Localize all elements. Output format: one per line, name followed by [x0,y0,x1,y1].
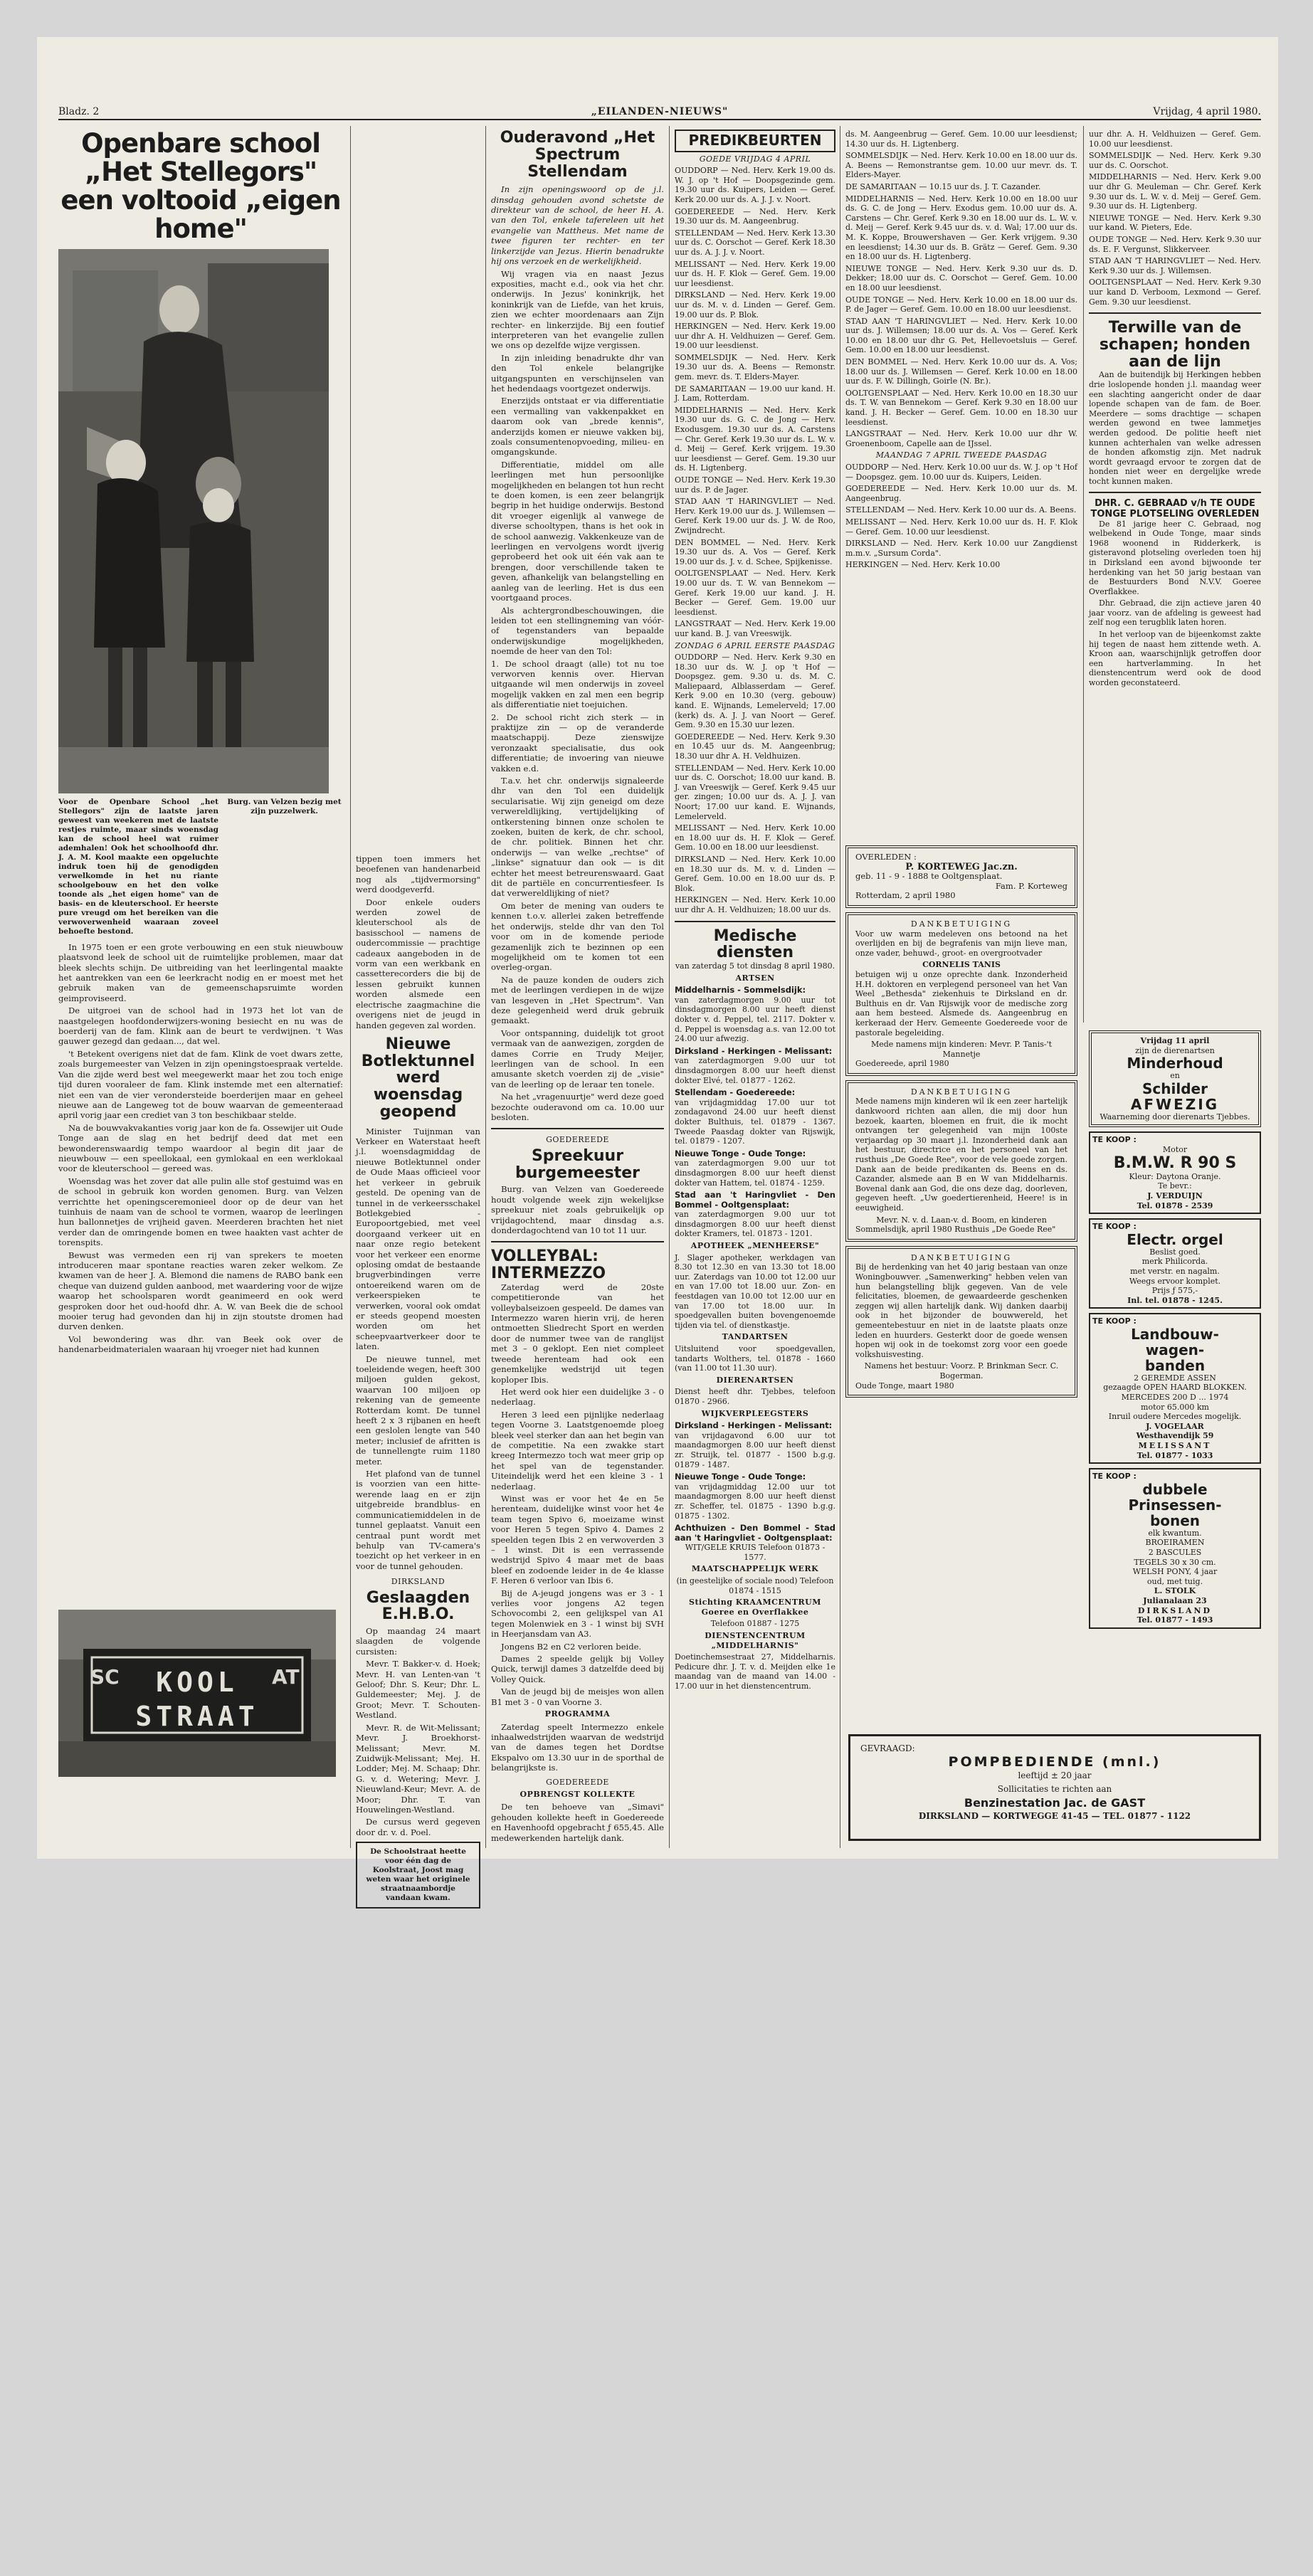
apotheek-head: APOTHEEK „MENHEERSE" [690,1241,820,1251]
paragraph: 1. De school draagt (alle) tot nu toe verworven kennis over. Hiervan uitgaande wil men onderwijs in zoveel mogelijk vakken en zal men een begrip als differentiatie niet toejuichen. [491,658,664,710]
kraam-head: Stichting KRAAMCENTRUM Goeree en Overflakkee [689,1598,821,1617]
dank-place: Sommelsdijk, april 1980 Rusthuis „De Goede Ree" [855,1225,1056,1235]
service-item: STELLENDAM — Ned. Herv. Kerk 13.30 uur ds. C. Oorschot — Geref. Kerk 18.30 uur ds. A. J. J. v. Noort. [675,228,835,257]
gevraagd-sollicitatie: Sollicitaties te richten aan [997,1784,1112,1794]
ad-line: Tel. 01878 - 2539 [1137,1200,1213,1210]
minder-en: en [1170,1071,1180,1081]
ad-line: banden [1144,1356,1206,1374]
paragraph: Jongens B2 en C2 verloren beide. [501,1641,642,1652]
ad-line: L. STOLK [1154,1586,1196,1596]
paragraph: Om beter de mening van ouders te kennen t.o.v. allerlei zaken betreffende het onderwijs, stelde dhr van den Tol voor om in de komende periode gezamenlijk zich te bezinnen op een mogelijkheid om te komen tot een overleg-organ. [491,900,664,973]
ad-overleden [845,845,1077,908]
paragraph: Zaterdag speelt Intermezzo enkele inhaalwedstrijden waarvan de wedstrijd van de dames tegen het Dordtse Ekspalvo om 13.30 uur in de sporthal de belangrijkste is. [491,1721,664,1773]
wijk-item-head: Dirksland - Herkingen - Melissant: [675,1420,833,1431]
ad-dankbetuiging-tanis [845,912,1077,1076]
ad-line: Prinsessen- [1128,1496,1222,1514]
overleden-born: geb. 11 - 9 - 1888 te Ooltgensplaat. [855,871,1003,882]
paragraph: Mevr. R. de Wit-Melissant; Mevr. J. Broekhorst-Melissant; Mevr. M. Zuidwijk-Melissant; Mej. H. Lodder; Mej. M. Schaap; Dhr. G. v. d. Wetering; Mevr. J. Nieuwland-Keur; Mevr. A. de Moor; Dhr. T. van Houwelingen-Westland. [356,1722,480,1815]
minder-name: Minderhoud [1127,1055,1223,1072]
wijk-item-head: Achthuizen - Den Bommel - Stad aan 't Haringvliet - Ooltgensplaat: [675,1523,835,1543]
service-item: MIDDELHARNIS — Ned. Herv. Kerk 9.00 uur dhr G. Meuleman — Chr. Geref. Kerk 9.30 uur ds. L. W. v. d. Meij — Geref. Gem. 9.30 uur ds. H. Ligtenberg. [1089,172,1261,211]
service-item: LANGSTRAAT — Ned. Herv. Kerk 19.00 uur kand. B. J. van Vreeswijk. [675,619,835,638]
service-item: OOLTGENSPLAAT — Ned. Herv. Kerk 19.00 uur ds. T. W. van Bennekom — Geref. Kerk 19.00 uur kand. J. H. Becker — Geref. Gem. 19.00 uur leesdienst. [675,569,835,617]
med-item-text: van vrijdagmiddag 17.00 uur tot zondagavond 24.00 uur heeft dienst dokter Bulthuis, tel. 01879 - 1367. Tweede Paasdag dokter van Rijswijk, tel. 01879 - 1207. [675,1097,835,1146]
service-item: STAD AAN 'T HARINGVLIET — Ned. Herv. Kerk 10.00 uur ds. J. Willemsen; 18.00 uur ds. A. Vos — Geref. Kerk 10.00 en 18.00 uur dhr G. Pet, Hellevoetsluis — Geref. Gem. 10.00 en 18.00 uur leesdienst. [845,316,1077,355]
photo-school-children [58,249,329,793]
services-cont [845,130,1077,841]
overleden-family: Fam. P. Korteweg [995,880,1067,891]
ad-line: oud, met tuig. [1146,1576,1203,1586]
service-item: HERKINGEN — Ned. Herv. Kerk 10.00 uur dhr A. H. Veldhuizen; 18.00 uur ds. [675,895,835,914]
paragraph: Het werd ook hier een duidelijke 3 - 0 nederlaag. [491,1386,664,1408]
obr-head: OPBRENGST KOLLEKTE [520,1789,636,1799]
col6 [1089,130,1261,1019]
ad-line: wagen- [1145,1341,1205,1358]
paragraph: De 81 jarige heer C. Gebraad, nog welbekend in Oude Tonge, maar sinds 1968 woonend in Ridderkerk, is gisteravond plotseling overleden toen hij in Dirksland een avond bijwoonde ter herdenking van het 50 jarig bestaan van de Bestuurders Bond N.V.V. Goeree Overflakkee. [1089,519,1261,596]
dank-head: DANKBETUIGING [910,1087,1013,1097]
dank-head: DANKBETUIGING [910,1252,1013,1262]
caption-burgemeester: Burg. van Velzen bezig met zijn puzzelwerk. [227,797,342,815]
divider [491,1241,664,1242]
dank-name: CORNELIS TANIS [922,960,1001,970]
ad-line: MERCEDES 200 D ... 1974 [1121,1393,1229,1403]
ad-line: 2 GEREMDE ASSEN [1134,1373,1216,1383]
service-item: DE SAMARITAAN — 10.15 uur ds. J. T. Cazander. [845,181,1041,191]
ad-line: Tel. 01877 - 1033 [1137,1450,1213,1460]
paragraph: Na het „vragenuurtje" werd deze goed bezochte ouderavond om ca. 10.00 uur besloten. [491,1092,664,1122]
dank-text: Mede namens mijn kinderen wil ik een zeer hartelijk dankwoord richten aan allen, die mij door hun bezoek, kaarten, bloemen en fruit, die ik mocht ontvangen ter gelegenheid van mijn 100ste verjaardag op 30 maart j.l. Inzonderheid dank aan het bestuur, directrice en het personeel van het rusthuis „De Goede Ree", voor de vele goede zorgen. Dank aan de beide predikanten ds. Beens en ds. Cazander, alsmede aan B en W van Middelharnis. Bovenal dank aan God, die ons deze dag, doorleven, gegeven heeft. „Uw goedertierenheid, Heere! is in eeuwigheid. [855,1097,1067,1213]
service-item: DIRKSLAND — Ned. Herv. Kerk 10.00 en 18.30 uur ds. M. v. d. Linden — Geref. Gem. 10.00 en 18.00 uur ds. P. Blok. [675,854,835,893]
service-item: MELISSANT — Ned. Herv. Kerk 19.00 uur ds. H. F. Klok — Geref. Gem. 19.00 uur leesdienst. [675,259,835,288]
service-item: MIDDELHARNIS — Ned. Herv. Kerk 10.00 en 18.00 uur ds. G. C. de Jong — Herv. Exodus gem. 10.00 uur ds. A. Carstens — Chr. Geref. Kerk 9.30 en 18.00 uur ds. L. W. v. d. Meij — Geref. Kerk 9.45 uur ds. v. d. Wal; 17.00 uur ds. M. K. Koppe, Brouwershaven — Ger. Kerk vrijgem. 9.30 en leesdienst; 14.30 uur ds. B. Grätz — Geref. Gem. 9.30 en 18.00 uur ds. H. Ligtenberg. [845,194,1077,262]
ad-line: met verstr. en nagalm. [1130,1266,1220,1276]
column-rule [485,126,486,1848]
service-item: OOLTGENSPLAAT — Ned. Herv. Kerk 9.30 uur kand D. Verboom, Lexmond — Geref. Gem. 9.30 uur leesdienst. [1089,278,1261,307]
headline-botlektunnel: Nieuwe Botlektunnel werd woensdag geopend [361,1035,475,1121]
service-item: DIRKSLAND — Ned. Herv. Kerk 10.00 uur Zangdienst m.m.v. „Sursum Corda". [845,539,1077,558]
paragraph: tippen toen immers het beoefenen van handenarbeid nog als „tijdvermorsing" werd doodgeverfd. [356,854,480,895]
service-item: DIRKSLAND — Ned. Herv. Kerk 19.00 uur ds. M. v. d. Linden — Geref. Gem. 19.00 uur ds. P. Blok. [675,290,835,320]
headline-medische-diensten: Medische diensten [713,927,797,962]
service-item: STELLENDAM — Ned. Herv. Kerk 10.00 uur ds. C. Oorschot; 18.00 uur kand. B. J. van Vreeswijk — Geref. Kerk 9.45 uur ger. zingen; 10.00 uur ds. A. J. J. van Noort; 17.00 uur kand. E. Wijnands, Lemelerveld. [675,763,835,821]
med-sub: van zaterdag 5 tot dinsdag 8 april 1980. [675,961,835,971]
service-item: DE SAMARITAAN — 19.00 uur kand. H. J. Lam, Rotterdam. [675,384,835,403]
service-item: OOLTGENSPLAAT — Ned. Herv. Kerk 10.00 en 18.30 uur ds. T. W. van Bennekom — Geref. Kerk 9.30 en 18.00 uur kand. J. H. Becker — Geref. Gem. 10.00 en 18.30 uur leesdienst. [845,388,1077,427]
service-item: OUDE TONGE — Ned. Herv. Kerk 10.00 en 18.00 uur ds. P. de Jager — Geref. Gem. 10.00 en 18.00 uur leesdienst. [845,295,1077,315]
tandartsen-head: TANDARTSEN [722,1332,789,1342]
ad-line: gezaagde OPEN HAARD BLOKKEN. [1103,1383,1247,1393]
paragraph: De ten behoeve van „Simavi" gehouden kollekte heeft in Goedereede en Havenhoofd opgebracht ƒ 655,45. Alle medewerkenden hartelijk dank. [491,1802,664,1843]
article-stellegors [58,130,343,1852]
dank-head: DANKBETUIGING [910,919,1013,929]
service-item: OUDE TONGE — Ned. Herv. Kerk 19.30 uur ds. P. de Jager. [675,475,835,495]
service-item: OUDDORP — Ned. Herv. Kerk 10.00 uur ds. W. J. op 't Hof — Doopsgez. gem. 10.00 uur ds. Kuipers, Leiden. [845,463,1077,482]
paragraph: Wij vragen via en naast Jezus exposities, macht e.d., ook via het chr. onderwijs. In Jezus' koninkrijk, het koninkrijk van de Liefde, van het kruis, zien we echter moordenaars aan Zijn rechter- en linkerzijde. Bij een foutief interpreteren van het evangelie zullen we ons op dezelfde wijze vergissen. [491,268,664,351]
paragraph: T.a.v. het chr. onderwijs signaleerde dhr van den Tol een duidelijk secularisatie. Wij zijn geneigd om deze verwereldlijking, vertijdelijking of ontkerstening binnen onze scholen te zoeken, buiten de kerk, de chr. school, de chr. politiek. Binnen het chr. onderwijs — van welke „rechtse" of „linkse" signatuur dan ook — is dit echter het meest betreurenswaard. Gaat dit de partiële en concurrentiesfeer. Is dat verwereldlijking of niet? [491,776,664,899]
paragraph: Winst was er voor het 4e en 5e herenteam, duidelijke winst voor het 4e team tegen Spivo 6, moeizame winst voor Heren 5 tegen Spivo 4. Dames 2 speelden tegen Ibis 2 en verwoverden 3 – 1 winst. Dit is een verrassende wedstrijd Spivo 4 maar met de baas bleef en zodoende leider in de 4e klasse F. Heren 6 verloor van Ibis 6. [491,1493,664,1586]
med-item-head: Stellendam - Goedereede: [675,1087,796,1098]
paragraph: Na de pauze konden de ouders zich met de leerlingen verdiepen in de wijze van lesgeven in „Het Spectrum". Van deze gelegenheid werd druk gebruik gemaakt. [491,974,664,1026]
minder-line: Vrijdag 11 april [1140,1036,1210,1045]
med-item-head: Stad aan 't Haringvliet - Den Bommel - Ooltgensplaat: [675,1190,835,1210]
paragraph: Bij de A-jeugd jongens was er 3 - 1 verlies voor jongens A2 tegen Schovocombi 2, een gelijkspel van A1 tegen Molenwiek en 3 - 1 winst bij SVH in Heerjansdam van A3. [491,1588,664,1640]
wijk-item-text: van vrijdagmiddag 12.00 uur tot maandagmorgen 8.00 uur heeft dienst zr. Scheffer, tel. 01875 - 1390 b.g.g. 01875 - 1302. [675,1482,835,1521]
paragraph: Dhr. Gebraad, die zijn actieve jaren 40 jaar voorz. van de afdeling is geweest had zelf nog een terugblik laten horen. [1089,598,1261,628]
headline-spreekuur: Spreekuur burgemeester [515,1146,640,1182]
paragraph: De nieuwe tunnel, met toeleidende wegen, heeft 300 miljoen gulden gekost, waarvan 100 miljoen op rekening van de gemeente Rotterdam komt. De tunnel heeft 2 x 3 rijbanen en heeft een geslolen lengte van 540 meter; inclusief de afritten is de tunnellengte ruim 1180 meter. [356,1353,480,1467]
ad-line: motor 65.000 km [1141,1402,1209,1412]
ad-line: BROEIRAMEN [1145,1538,1205,1548]
te-koop-label: TE KOOP : [1092,1472,1137,1482]
service-item: OUDDORP — Ned. Herv. Kerk 9.30 en 18.30 uur ds. W. J. op 't Hof — Doopsgez. gem. 9.30 u. ds. M. C. Maliepaard, Alblasserdam — Geref. Kerk 9.00 en 10.30 (verg. gebouw) kand. E. Wijnands, Lemelerveld; 17.00 (kerk) ds. A. J. J. van Noort — Geref. Gem. 9.30 en 15.30 uur lezen. [675,653,835,730]
paragraph: De cursus werd gegeven door dr. v. d. Poel. [356,1817,480,1837]
med-item-text: van zaterdagmorgen 9.00 uur tot dinsdagmorgen 8.00 uur heeft dienst dokter van Hattem, tel. 01874 - 1259. [675,1158,835,1188]
ad-line: Beslist goed. [1149,1247,1201,1257]
paragraph: In 1975 toen er een grote verbouwing en een stuk nieuwbouw plaatsvond leek de school uit de ruimtelijke problemen, maar dat bleek slechts schijn. De uitbreiding van het leerlingental maakte het aantrekken van een 6e leerkracht nodig en er moest met het gebruik maken van de gemeenschapsruimte worden geimproviseerd. [58,941,343,1003]
med-item-text: van zaterdagmorgen 9.00 uur tot dinsdagmorgen 8.00 uur heeft dienst dokter Elvé, tel. 01877 - 1262. [675,1056,835,1085]
column-rule [350,126,351,1848]
overleden-name: P. KORTEWEG Jac.zn. [905,861,1018,872]
small-ads [1089,1026,1261,1837]
dierenartsen-head: DIERENARTSEN [716,1375,794,1385]
service-item: uur dhr. A. H. Veldhuizen — Geref. Gem. 10.00 uur leesdienst. [1089,130,1261,149]
kraam-text: Telefoon 01887 - 1275 [710,1619,800,1629]
diensten-text: Doetinchemsestraat 27, Middelharnis. Pedicure dhr. J. T. v. d. Meijden elke 1e maandag van de maand van 14.00 - 17.00 uur in het dienstencentrum. [675,1652,835,1691]
col2 [356,854,480,2576]
ad-line: elk kwantum. [1148,1528,1202,1538]
service-item: MELISSANT — Ned. Herv. Kerk 10.00 uur ds. H. F. Klok — Geref. Gem. 10.00 uur leesdienst. [845,517,1077,537]
dank-text: betuigen wij u onze oprechte dank. Inzonderheid H.H. doktoren en verplegend personeel van het Van Weel „Bethesda" ziekenhuis te Dirksland en dr. Bulthuis en dr. Van Rijswijk voor de medische zorg aan hem besteed. Alsmede ds. Aangeenbrug en kerkeraad der Herv. Gemeente Goedereede voor de pastorale begeleiding. [855,969,1067,1038]
col4 [675,130,835,1852]
paragraph: Mevr. T. Bakker-v. d. Hoek; Mevr. H. van Lenten-van 't Geloof; Dhr. S. Keur; Dhr. L. Guldemeester; Mej. J. de Groot; Mevr. T. Schouten-Westland. [356,1659,480,1721]
dank-sign: Mede namens mijn kinderen: Mevr. P. Tanis-'t Mannetje [870,1040,1053,1059]
service-item: MELISSANT — Ned. Herv. Kerk 10.00 en 18.00 uur ds. H. F. Klok — Geref. Gem. 10.00 en 18.00 uur leesdienst. [675,823,835,852]
paragraph: Heren 3 leed een pijnlijke nederlaag tegen Voorne 3. Laatstgenoemde ploeg bleek veel sterker dan aan het begin van de competitie. Na een zwakke start kreeg Intermezzo toch wat meer grip op het spel van de tegenstander. Uiteindelijk werd het een kleine 3 - 1 nederlaag. [491,1409,664,1492]
paragraph: Burg. van Velzen van Goedereede houdt volgende week zijn wekelijkse spreekuur niet zoals gebruikelijk op vrijdagochtend, maar dinsdag a.s. donderdagochtend van 10 tot 11 uur. [491,1184,664,1235]
headline-stellegors-1: Openbare school „Het Stellegors" [81,128,320,187]
headline-volleybal: VOLLEYBAL: INTERMEZZO [491,1247,606,1283]
headline-predikbeurten: PREDIKBEURTEN [675,130,835,152]
paragraph: Op maandag 24 maart slaagden de volgende cursisten: [356,1626,480,1657]
te-koop-label: TE KOOP : [1092,1135,1137,1145]
med-item-text: van zaterdagmorgen 9.00 uur tot dinsdagmorgen 8.00 uur heeft dienst dokter Kramers, tel. 01873 - 1201. [675,1210,835,1239]
service-item: GOEDEREEDE — Ned. Herv. Kerk 19.30 uur ds. M. Aangeenbrug. [675,206,835,226]
ad-line: bonen [1149,1511,1201,1529]
service-item: STAD AAN 'T HARINGVLIET — Ned. Herv. Kerk 19.00 uur ds. J. Willemsen — Geref. Kerk 19.00 uur ds. J. W. de Roo, Zwijndrecht. [675,497,835,535]
service-item: MIDDELHARNIS — Ned. Herv. Kerk 19.30 uur ds. G. C. de Jong — Herv. Exodusgem. 19.30 uur ds. A. Carstens — Chr. Geref. Kerk 19.30 uur ds. L. W. v. d. Meij — Geref. Kerk vrijgem. 19.30 uur leesdienst — Geref. Gem. 19.30 uur ds. H. Ligtenberg. [675,405,835,473]
gevraagd-label: GEVRAAGD: [860,1743,915,1753]
service-item: NIEUWE TONGE — Ned. Herv. Kerk 9.30 uur kand. W. Pieters, Ede. [1089,213,1261,233]
paragraph: Vol bewondering was dhr. van Beek ook over de handenarbeidmaterialen waaraan hij vroeger niet had kunnen [58,1334,343,1355]
med-item-text: van zaterdagmorgen 9.00 uur tot dinsdagmorgen 8.00 uur heeft dienst dokter v. d. Peppel, tel. 2117. Dokter v. d. Peppel is woensdag a.s. van 12.00 tot 24.00 uur afwezig. [675,995,835,1044]
ad-line: Westhavendijk 59 [1136,1431,1214,1441]
masthead [58,105,1261,120]
ad-dankbetuiging-laan [845,1080,1077,1242]
paragraph: Voor ontspanning, duidelijk tot groot vermaak van de aanwezigen, zorgden de dames Corrie en Trudy Meijer, leerlingen van de school. In een amusante sketch voerden zij de „visie" van de leerling op de leraar ten tonele. [491,1028,664,1089]
ehbo-place: DIRKSLAND [391,1577,445,1587]
paragraph: Woensdag was het zover dat alle pulin alle stof gestuimd was en de school in gebruik kon worden genomen. Burg. van Velzen verrichtte het openingsceremonieel door op de deur van het tuinhuis de naam van de school te vormen, waarop de leerlingen hun ballonnetjes de vrijheid gaven. Meerderen brachten het niet verder dan de omringende bomen en twee haakten vast achter de torenspits. [58,1176,343,1248]
sign-text: KOOL STRAAT [135,1667,259,1732]
service-item: HERKINGEN — Ned. Herv. Kerk 10.00 [845,560,1001,570]
service-item: SOMMELSDIJK — Ned. Herv. Kerk 19.30 uur ds. A. Beens — Remonstr. gem. mevr. ds. T. Elders-Mayer. [675,352,835,382]
dank-place: Oude Tonge, maart 1980 [855,1381,954,1390]
ad-prinsessenbonen [1089,1468,1261,1629]
issue-date: Vrijdag, 4 april 1980. [1153,106,1261,117]
ad-line: WELSH PONY, 4 jaar [1132,1567,1218,1577]
ad-line: MELISSANT [1138,1441,1212,1451]
day-heading: ZONDAG 6 APRIL EERSTE PAASDAG [675,640,835,650]
programma-head: PROGRAMMA [544,1709,611,1719]
headline-ouderavond: Ouderavond „Het Spectrum Stellendam [500,129,655,181]
te-koop-label: TE KOOP : [1092,1316,1137,1326]
med-item-head: Nieuwe Tonge - Oude Tonge: [675,1148,806,1158]
paragraph: Aan de buitendijk bij Herkingen hebben drie loslopende honden j.l. maandag weer een slachting aangericht onder de daar lopende schapen van de fam. de Boer. Meerdere — soms drachtige — schapen werden gewond en twee lammetjes werden gedood. De politie heeft niet kunnen achterhalen van welke adressen de honden afkomstig zijn. Met nadruk wordt gevraagd ervoor te zorgen dat de honden niet weer en dergelijke wrede tocht kunnen maken. [1089,370,1261,486]
ad-pompbediende [848,1734,1261,1841]
wijk-head: WIJKVERPLEEGSTERS [701,1408,809,1418]
ad-line: B.M.W. R 90 S [1113,1154,1237,1172]
dank-text: Voor uw warm medeleven ons betoond na het overlijden en bij de begrafenis van mijn lieve man, onze vader, behuwd-, groot- en overgrootvader [855,929,1067,958]
dank-sign: Namens het bestuur: Voorz. P. Brinkman Secr. C. Bogerman. [864,1361,1059,1381]
minder-name2: Schilder [1142,1080,1208,1097]
ad-line: J. VERDUIJN [1147,1191,1203,1200]
koolstraat-box: De Schoolstraat heette voor één dag de Koolstraat, Joost mag weten waar het originele straatnaambordje vandaan kwam. [356,1842,480,1909]
te-koop-label: TE KOOP : [1092,1222,1137,1232]
minder-line: zijn de dierenartsen [1135,1045,1215,1055]
maat-head: MAATSCHAPPELIJK WERK [691,1564,819,1574]
maat-text: (in geestelijke of sociale nood) Telefoon 01874 - 1515 [676,1576,834,1595]
service-item: SOMMELSDIJK — Ned. Herv. Kerk 10.00 en 18.00 uur ds. A. Beens — Remonstrantse gem. 10.00 uur mevr. ds. T. Elders-Mayer. [845,151,1077,180]
gevraagd-address: DIRKSLAND — KORTWEGGE 41-45 — TEL. 01877 - 1122 [918,1811,1191,1821]
paper-name: „EILANDEN-NIEUWS" [591,106,729,117]
ad-line: dubbele [1142,1480,1208,1498]
page-number: Bladz. 2 [58,106,100,117]
dank-text: Bij de herdenking van het 40 jarig bestaan van onze Woningbouwver. „Samenwerking" hebben velen van hun belangstelling blijk gegeven. Van de vele felicitaties, bloemen, de gewaardeerde geschenken zeggen wij allen hartelijk dank. Wij danken daarbij ook in het bijzonder de bouwwereld, het gemeentebestuur en niet in de laatste plaats onze leden en huurders. Gesterkt door de goede wensen hopen wij ook in de toekomst zorg voor een goede volkshuisvesting. [855,1262,1067,1359]
paragraph: Differentiatie, middel om alle leerlingen met hun persoonlijke mogelijkheden en belangen tot hun recht te doen komen, is een zeer belangrijk begrip in het huidige onderwijs. Bestond dit vroeger eigenlijk al vanwege de diverse schooltypen, thans is het ook in de school aanwezig. Vakkenkeuze van de leerlingen en vervolgens wordt ijverig geprobeerd het ook uit één vak aan te brengen, door verschillende taken te geven, afhankelijk van belangstelling en aanleg van de leerling. Het is dus een voortgaand proces. [491,459,664,603]
paragraph: 2. De school richt zich sterk — in praktijze zin — op de veranderde maatschappij. Deze zienswijze veronzaakt specialisatie, dus ook differentiatie; de invoering van nieuwe vakken e.d. [491,712,664,774]
ad-line: Te bevr.: [1158,1181,1192,1191]
paragraph: De uitgroei van de school had in 1973 het lot van de naastgelegen hoofdonderwijzers-woning besiecht en nu was de boerderij van de fam. Klink aan de beurt te verdwijnen. 't Was gauwer gezegd dan gedaan..., dat wel. [58,1005,343,1047]
ad-line: Tel. 01877 - 1493 [1137,1615,1213,1625]
headline-stellegors-2: een voltooid „eigen home" [60,184,341,244]
burg-place: GOEDEREEDE [546,1135,609,1145]
apotheek-text: J. Slager apotheker, werkdagen van 8.30 tot 12.30 en van 13.30 tot 18.00 uur. Zaterdags van 10.00 tot 12.00 uur en van 17.00 tot 18.00 uur. Zon- en feestdagen van 10.00 tot 12.00 uur en van 17.00 tot 18.00 uur. In spoedgevallen buiten bovengenoemde tijden via tel. of dienstkastje. [675,1252,835,1330]
paragraph: Van de jeugd bij de meisjes won allen B1 met 3 - 0 van Voorne 3. [491,1686,664,1707]
service-item: DEN BOMMEL — Ned. Herv. Kerk 19.30 uur ds. A. Vos — Geref. Kerk 19.00 uur ds. J. v. d. Schee, Spijkenisse. [675,537,835,566]
med-item-head: Middelharnis - Sommelsdijk: [675,985,806,996]
service-item: GOEDEREEDE — Ned. Herv. Kerk 9.30 en 10.45 uur ds. M. Aangeenbrug; 18.30 uur dhr A. H. Veldhuizen. [675,732,835,761]
dank-place: Goedereede, april 1980 [855,1059,949,1069]
day-heading: GOEDE VRIJDAG 4 APRIL [699,154,811,164]
paragraph: In het verloop van de bijeenkomst zakte hij tegen de naast hem zittende weth. A. Kroon aan, waarschijnlijk getroffen door een hartverlamming. In het dienstencentrum werd ook de dood worden geconstateerd. [1089,630,1261,688]
headline-ehbo: Geslaagden E.H.B.O. [366,1588,470,1624]
column-rule [669,126,670,1848]
ad-line: Inl. tel. 01878 - 1245. [1127,1295,1223,1305]
divider [491,1128,664,1129]
ad-line: merk Philicorda. [1141,1257,1208,1267]
paragraph: Dames 2 speelde gelijk bij Volley Quick, terwijl dames 3 datzelfde deed bij Volley Quick. [491,1654,664,1684]
wijk-item-text: WIT/GELE KRUIS Telefoon 01873 - 1577. [685,1543,826,1562]
ad-bmw [1089,1131,1261,1214]
stellegors-body [58,942,343,1355]
obr-place: GOEDEREEDE [546,1777,609,1787]
caption-row [58,798,343,936]
col5 [845,130,1077,1852]
ad-line: Prijs ƒ 575,- [1151,1286,1198,1296]
gevraagd-title: POMPBEDIENDE (mnl.) [948,1754,1161,1770]
paragraph: In zijn openingswoord op de j.l. dinsdag gehouden avond schetste de direkteur van de school, de heer H. A. van den Tol, enkele tafereleen uit het evangelie van Mattheus. Met name de twee figuren ter rechter- en ter linkerzijde van Jezus. Hierin benadrukte hij ons verzoek en de werkelijkheid. [491,184,664,267]
divider [1089,312,1261,314]
paragraph: Minister Tuijnman van Verkeer en Waterstaat heeft j.l. woensdagmiddag de nieuwe Botlektunnel onder de Oude Maas officieel voor het verkeer in gebruik gesteld. De opening van de tunnel in de verkeersschakel Botlekgebied - Europoortgebied, met veel doorgaand verkeer uit en naar onze regio betekent voor het verkeer een enorme oplosing omdat de bestaande brugverbindingen verre ontoereikend waren om de verkeerspieken te verwerken, vooral ook omdat er steeds geopend moesten worden om het scheepvaartverkeer door te laten. [356,1126,480,1352]
paragraph: Bewust was vermeden een rij van sprekers te moeten introduceren maar spontane reacties waren zeker welkom. Ze kwamen van de heer J. A. Blemond die namens de RABO bank een cheque van duizend gulden aanbood, met waardering voor de wijze waarop het schoolsparen wordt geanimeerd en ook werd gesproken door het oud-hoofd dhr. A. W. van Beek die de school mooier terug had gevonden dan hij in zijn stoutste dromen had durven denken. [58,1250,343,1332]
column-rule [1083,126,1084,1023]
headline-terwille: Terwille van de schapen; honden aan de lijn [1099,319,1251,371]
sign-fragment-right: AT [272,1665,300,1689]
paragraph: Het plafond van de tunnel is voorzien van een hitte-werende laag en er zijn uitgebreide brandblus- en communicatiemiddelen in de tunnel geplaatst. Vanuit een centraal punt wordt met behulp van TV-camera's toezicht op het verkeer in en voor de tunnel gehouden. [356,1469,480,1571]
day-heading: MAANDAG 7 APRIL TWEEDE PAASDAG [875,450,1048,460]
paragraph: 't Betekent overigens niet dat de fam. Klink de voet dwars zette, zoals burgemeester van Velzen in zijn openingstoespraak vertelde. Van die zijde werd best wel meegewerkt maar het zou toch enige tijd duren vooraleer de fam. Klink instemde met een alternatief: niet een van de vier verondersteide boerderijen maar en geheel nieuwe aan de Langeweg tot de bouw waarvan de gemeenteraad april vorig jaar een crediet van 3 ton beschikbaar stelde. [58,1048,343,1121]
service-item: STAD AAN 'T HARINGVLIET — Ned. Herv. Kerk 9.30 uur ds. J. Willemsen. [1089,256,1261,275]
gevraagd-age: leeftijd ± 20 jaar [1018,1770,1092,1780]
ad-line: TEGELS 30 x 30 cm. [1134,1557,1216,1567]
ad-line: Electr. orgel [1127,1230,1223,1248]
ad-line: Landbouw- [1131,1325,1219,1343]
minder-afwezig: AFWEZIG [1130,1095,1220,1113]
sign-fragment-left: SC [90,1665,120,1689]
artsen-head: ARTSEN [735,973,775,983]
ad-line: Inruil oudere Mercedes mogelijk. [1108,1412,1242,1422]
paragraph: Na de bouwvakvakanties vorig jaar kon de fa. Ossewijer uit Oude Tonge aan de slag en het bedrijf deed dat met een bewonderenswaardig tempo waardoor al begin dit jaar de nieuwbouw — een speellokaal, een gymlokaal en een werklokaal voor de kleuterschool — gereed was. [58,1122,343,1174]
ad-line: Kleur: Daytona Oranje. [1129,1171,1221,1181]
newspaper-page [37,37,1278,1903]
ad-line: Motor [1162,1144,1188,1154]
caption-stellegors: Voor de Openbare School „het Stellegors" zijn de laatste jaren geweest van weekeren met de laatste restjes ruimte, maar sinds woensdag kan de school heel wat ruimer ademhalen! Ook het schoolhoofd dhr. J. A. M. Kool maakte een opgeluchte indruk toen hij de genodigden verwelkomde in het nu riante schoolgebouw en het den volke toonde als „het eigen home" van de basis- en de kleuterschool. Er heerste pure vreugd om het bereiken van die verwoverwenheid waaraan zoveel behoefte bestond. [58,797,218,936]
service-item: OUDE TONGE — Ned. Herv. Kerk 9.30 uur ds. E. F. Vergunst, Slikkerveer. [1089,234,1261,254]
paragraph: Door enkele ouders werden zowel de kleuterschool als de basisschool — namens de oudercommissie — prachtige cadeaux aangeboden in de vorm van een werkbank en cassetterecorders die bij de lessen gebruikt kunnen worden alsmede een electrische zaagmachine die overigens niet de jeugd in handen gegeven zal worden. [356,897,480,1030]
paragraph: In zijn inleiding benadrukte dhr van den Tol enkele belangrijke uitgangspunten en verschijnselen van het hedendaags voortgezet onderwijs. [491,352,664,394]
service-item: GOEDEREEDE — Ned. Herv. Kerk 10.00 uur ds. M. Aangeenbrug. [845,484,1077,503]
divider [675,921,835,922]
dierenartsen-text: Dienst heeft dhr. Tjebbes, telefoon 01870 - 2966. [675,1387,835,1406]
service-item: STELLENDAM — Ned. Herv. Kerk 10.00 uur ds. A. Beens. [845,505,1077,515]
ad-line: J. VOGELAAR [1146,1421,1204,1431]
paragraph: Enerzijds ontstaat er via differentiatie een vermalling van vakkenpakket en daarom ook van „brede kennis", anderzijds komen er nieuwe vakken bij, zoals consumentenopvoeding, milieu- en omgangskunde. [491,396,664,458]
service-item: SOMMELSDIJK — Ned. Herv. Kerk 9.30 uur ds. C. Oorschot. [1089,151,1261,170]
diensten-head: DIENSTENCENTRUM „MIDDELHARNIS" [705,1631,806,1650]
ad-landbouw [1089,1313,1261,1464]
service-item: OUDDORP — Ned. Herv. Kerk 19.00 ds. W. J. op 't Hof — Doopsgezinde gem. 19.30 uur ds. Kuipers, Leiden — Geref. Kerk 20.00 uur ds. A. J. J. v. Noort. [675,166,835,204]
ad-line: DIRKSLAND [1137,1605,1213,1615]
overleden-label: OVERLEDEN : [855,852,917,862]
photo-school-children-image [58,249,329,793]
paragraph: Zaterdag werd de 20ste competitieronde van het volleybalseizoen gespeeld. De dames van Intermezzo waren hierin vrij, de heren ontmoetten Sliedrecht Sport en werden door de nummer twee van de ranglijst met 3 – 0 geklopt. Een niet compleet tweede herenteam had ook een genemkelijke wedstrijd uit tegen koploper Ibis. [491,1282,664,1385]
paragraph: Als achtergrondbeschouwingen, die leiden tot een stellingneming van vóór- of tegenstanders van bepaalde onderwijskundige mogelijkheden, noemde de heer van den Tol: [491,605,664,657]
minder-waarneming: Waarneming door dierenarts Tjebbes. [1100,1112,1250,1121]
wijk-item-text: van vrijdagavond 6.00 uur tot maandagmorgen 8.00 uur heeft dienst zr. Struijk, tel. 01877 - 1500 b.g.g. 01879 - 1487. [675,1430,835,1469]
wijk-item-head: Nieuwe Tonge - Oude Tonge: [675,1472,806,1482]
med-item-head: Dirksland - Herkingen - Melissant: [675,1045,833,1056]
ad-dankbetuiging-samenwerking [845,1246,1077,1398]
gevraagd-name: Benzinestation Jac. de GAST [964,1796,1146,1810]
overleden-place: Rotterdam, 2 april 1980 [855,890,956,901]
service-item: NIEUWE TONGE — Ned. Herv. Kerk 9.30 uur ds. D. Dekker; 18.00 uur ds. C. Oorschot — Geref. Gem. 10.00 en 18.00 uur leesdienst. [845,263,1077,292]
service-item: ds. M. Aangeenbrug — Geref. Gem. 10.00 uur leesdienst; 14.30 uur ds. H. Ligtenberg. [845,130,1077,149]
headline-gebraad: DHR. C. GEBRAAD v/h TE OUDE TONGE PLOTSELING OVERLEDEN [1090,498,1260,519]
dank-sign: Mevr. N. v. d. Laan-v. d. Boom, en kinderen [876,1215,1047,1225]
ad-orgel [1089,1218,1261,1309]
ad-line: Weegs ervoor komplet. [1129,1276,1221,1286]
ad-line: Julianalaan 23 [1143,1595,1207,1605]
tandartsen-text: Uitsluitend voor spoedgevallen, tandarts Wolthers, tel. 01878 - 1660 (van 11.00 tot 11.30 uur). [675,1344,835,1373]
service-item: DEN BOMMEL — Ned. Herv. Kerk 10.00 uur ds. A. Vos; 18.00 uur ds. J. Willemsen — Geref. Kerk 10.00 en 18.00 uur ds. F. W. Dillingh, Goirle (N. Br.). [845,357,1077,386]
service-item: HERKINGEN — Ned. Herv. Kerk 19.00 uur dhr A. H. Veldhuizen — Geref. Gem. 19.00 uur leesdienst. [675,322,835,351]
col3 [491,130,664,1852]
divider [1089,492,1261,493]
ad-minderhoud [1089,1030,1261,1127]
photo-street-sign [58,1610,336,1777]
ad-line: 2 BASCULES [1148,1548,1202,1557]
service-item: LANGSTRAAT — Ned. Herv. Kerk 10.00 uur dhr W. Groenenboom, Capelle aan de IJssel. [845,429,1077,448]
